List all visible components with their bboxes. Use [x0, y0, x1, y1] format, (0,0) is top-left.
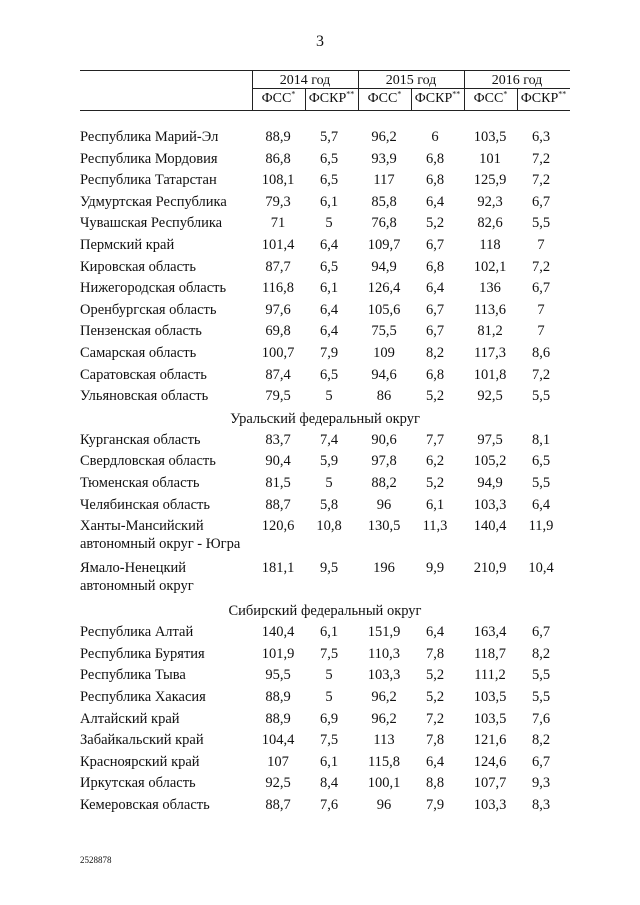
value-cell: 103,5	[473, 710, 507, 727]
value-cell: 6,4	[425, 624, 445, 641]
region-name-line: Республика Татарстан	[80, 172, 217, 189]
value-cell: 6,5	[319, 366, 339, 383]
value-cell: 117	[373, 172, 395, 189]
value-cell: 104,4	[261, 732, 295, 749]
value-cell: 7,2	[531, 258, 551, 275]
value-cell: 10,8	[316, 518, 342, 535]
sub-header-label: ФСКР	[414, 91, 453, 106]
value-cell: 6,1	[425, 496, 445, 513]
year-header: 2014 год	[279, 73, 331, 88]
value-cell: 103,3	[367, 667, 401, 684]
value-cell: 105,6	[367, 301, 401, 318]
region-name	[80, 731, 250, 749]
value-cell: 6,5	[531, 453, 551, 470]
value-cell: 107,7	[473, 775, 507, 792]
value-cell: 5,7	[319, 129, 339, 145]
value-cell: 6,4	[319, 237, 339, 253]
value-cell: 5	[325, 667, 333, 684]
value-cell: 6,4	[531, 496, 551, 513]
value-cell: 7	[537, 323, 545, 340]
region-name-line: Кемеровская область	[80, 797, 210, 813]
value-cell: 103,5	[473, 129, 507, 145]
value-cell: 5	[325, 689, 333, 705]
region-name	[80, 344, 250, 362]
value-cell: 90,4	[265, 453, 291, 470]
region-name	[80, 774, 250, 792]
region-name	[80, 796, 250, 814]
value-cell: 6,4	[425, 753, 445, 770]
value-cell: 102,1	[473, 258, 507, 275]
value-cell: 5,5	[531, 667, 551, 684]
value-cell: 7,9	[319, 345, 339, 361]
value-cell: 7,2	[531, 366, 551, 383]
value-cell: 6,1	[319, 753, 339, 770]
value-cell: 6,5	[319, 172, 339, 189]
value-cell: 7	[537, 237, 545, 253]
value-cell: 79,3	[265, 193, 291, 210]
value-cell: 5,2	[425, 475, 445, 491]
value-cell: 69,8	[265, 323, 291, 340]
value-cell: 101,8	[473, 366, 507, 383]
value-cell: 11,3	[422, 518, 448, 535]
value-cell: 88,2	[371, 475, 397, 491]
sub-header-label: ФСС	[473, 91, 504, 106]
sub-header	[252, 91, 305, 107]
value-cell: 94,6	[371, 366, 397, 383]
value-cell: 96,2	[371, 689, 397, 705]
value-cell: 117,3	[473, 345, 507, 361]
region-name-line: Нижегородская область	[80, 280, 227, 297]
value-cell: 5,5	[531, 475, 551, 491]
value-cell: 7,7	[425, 431, 445, 448]
year-header: 2015 год	[385, 73, 437, 88]
value-cell: 6,8	[425, 366, 445, 383]
value-cell: 103,3	[473, 496, 507, 513]
value-cell: 88,7	[265, 496, 291, 513]
region-name-line: Оренбургская область	[80, 301, 217, 318]
value-cell: 82,6	[477, 215, 503, 232]
value-cell: 113	[373, 732, 395, 749]
sub-header	[517, 91, 570, 107]
region-name-line: Кировская область	[80, 258, 197, 275]
region-name	[80, 258, 250, 276]
value-cell: 101	[479, 150, 501, 167]
value-cell: 83,7	[265, 431, 291, 448]
value-cell: 5,5	[531, 388, 551, 405]
value-cell: 7,5	[319, 732, 339, 749]
value-cell: 8,1	[531, 431, 551, 448]
value-cell: 90,6	[371, 431, 397, 448]
value-cell: 6,4	[425, 193, 445, 210]
section-title: Сибирский федеральный округ	[228, 603, 422, 620]
value-cell: 109,7	[367, 237, 401, 253]
value-cell: 86,8	[265, 150, 291, 167]
value-cell: 5,2	[425, 215, 445, 232]
region-name-line: Пермский край	[80, 237, 175, 253]
value-cell: 9,5	[319, 560, 339, 577]
value-cell: 6	[431, 129, 439, 145]
value-cell: 92,5	[265, 775, 291, 792]
footnote-mark: **	[346, 89, 355, 99]
value-cell: 126,4	[367, 280, 401, 297]
value-cell: 6,3	[531, 129, 551, 145]
value-cell: 120,6	[261, 518, 295, 535]
value-cell: 96	[376, 797, 392, 813]
region-name	[80, 301, 250, 319]
value-cell: 121,6	[473, 732, 507, 749]
region-name	[80, 452, 250, 470]
value-cell: 6,1	[319, 280, 339, 297]
sub-header	[305, 91, 358, 107]
value-cell: 97,8	[371, 453, 397, 470]
value-cell: 7	[537, 301, 545, 318]
value-cell: 92,5	[477, 388, 503, 405]
value-cell: 108,1	[261, 172, 295, 189]
footnote-mark: *	[291, 89, 296, 99]
region-name	[80, 474, 250, 492]
value-cell: 6,7	[425, 237, 445, 253]
value-cell: 7,9	[425, 797, 445, 813]
value-cell: 6,7	[531, 193, 551, 210]
value-cell: 118	[479, 237, 501, 253]
value-cell: 8,6	[531, 345, 551, 361]
region-name	[80, 171, 250, 189]
value-cell: 86	[376, 388, 392, 405]
region-name	[80, 559, 250, 595]
value-cell: 7,2	[531, 150, 551, 167]
sub-header-label: ФСКР	[308, 91, 347, 106]
value-cell: 107	[267, 753, 289, 770]
sub-header	[358, 91, 411, 107]
region-name-line: Забайкальский край	[80, 732, 204, 749]
region-name-line: Пензенская область	[80, 323, 202, 340]
region-name-line: Тюменская область	[80, 475, 200, 491]
region-name	[80, 623, 250, 641]
value-cell: 151,9	[367, 624, 401, 641]
value-cell: 9,9	[425, 560, 445, 577]
value-cell: 8,3	[531, 797, 551, 813]
value-cell: 88,7	[265, 797, 291, 813]
value-cell: 97,6	[265, 301, 291, 318]
value-cell: 5,2	[425, 667, 445, 684]
value-cell: 181,1	[261, 560, 295, 577]
value-cell: 103,3	[473, 797, 507, 813]
value-cell: 6,7	[531, 624, 551, 641]
region-name-line: Свердловская область	[80, 453, 216, 470]
value-cell: 196	[373, 560, 395, 577]
value-cell: 116,8	[261, 280, 295, 297]
year-header: 2016 год	[491, 73, 543, 88]
region-name-line: Саратовская область	[80, 366, 207, 383]
value-cell: 103,5	[473, 689, 507, 705]
value-cell: 140,4	[473, 518, 507, 535]
value-cell: 81,2	[477, 323, 503, 340]
value-cell: 96,2	[371, 129, 397, 145]
value-cell: 6,4	[319, 323, 339, 340]
region-name-line: Республика Алтай	[80, 624, 194, 641]
region-name-line: автономный округ	[80, 578, 194, 595]
value-cell: 7,6	[531, 710, 551, 727]
value-cell: 7,2	[425, 710, 445, 727]
value-cell: 101,9	[261, 645, 295, 662]
value-cell: 163,4	[473, 624, 507, 641]
value-cell: 97,5	[477, 431, 503, 448]
header-top-rule	[80, 70, 570, 71]
value-cell: 87,7	[265, 258, 291, 275]
value-cell: 6,9	[319, 710, 339, 727]
value-cell: 6,8	[425, 150, 445, 167]
value-cell: 6,1	[319, 193, 339, 210]
region-name-line: Чувашская Республика	[80, 215, 223, 232]
region-name-line: Ямало-Ненецкий	[80, 560, 187, 577]
value-cell: 105,2	[473, 453, 507, 470]
value-cell: 6,7	[425, 323, 445, 340]
value-cell: 5,5	[531, 215, 551, 232]
value-cell: 7,8	[425, 732, 445, 749]
value-cell: 95,5	[265, 667, 291, 684]
value-cell: 88,9	[265, 129, 291, 145]
value-cell: 81,5	[265, 475, 291, 491]
region-name-line: Республика Марий-Эл	[80, 129, 219, 145]
value-cell: 118,7	[473, 645, 507, 662]
value-cell: 8,2	[531, 732, 551, 749]
value-cell: 6,7	[425, 301, 445, 318]
value-cell: 136	[479, 280, 501, 297]
region-name-line: Республика Бурятия	[80, 645, 205, 662]
value-cell: 8,4	[319, 775, 339, 792]
value-cell: 8,2	[531, 645, 551, 662]
value-cell: 79,5	[265, 388, 291, 405]
value-cell: 6,8	[425, 172, 445, 189]
footnote-mark: **	[558, 89, 567, 99]
value-cell: 8,2	[425, 345, 445, 361]
region-name-line: Республика Мордовия	[80, 150, 218, 167]
region-name	[80, 193, 250, 211]
value-cell: 5,2	[425, 689, 445, 705]
document-id: 2528878	[80, 855, 112, 865]
sub-header-label: ФСКР	[520, 91, 559, 106]
value-cell: 101,4	[261, 237, 295, 253]
value-cell: 96,2	[371, 710, 397, 727]
value-cell: 96	[376, 496, 392, 513]
value-cell: 5,8	[319, 496, 339, 513]
value-cell: 5	[325, 388, 333, 405]
value-cell: 88,9	[265, 710, 291, 727]
value-cell: 100,1	[367, 775, 401, 792]
region-name	[80, 710, 250, 728]
sub-header	[411, 91, 464, 107]
value-cell: 8,8	[425, 775, 445, 792]
footnote-mark: *	[503, 89, 508, 99]
sub-header	[464, 91, 517, 107]
region-name	[80, 666, 250, 684]
value-cell: 110,3	[367, 645, 401, 662]
sub-header-label: ФСС	[367, 91, 398, 106]
region-name-line: Курганская область	[80, 431, 201, 448]
value-cell: 6,5	[319, 258, 339, 275]
page-number: 3	[316, 33, 324, 50]
value-cell: 7,6	[319, 797, 339, 813]
value-cell: 10,4	[528, 560, 554, 577]
value-cell: 111,2	[474, 667, 506, 684]
value-cell: 115,8	[367, 753, 401, 770]
value-cell: 125,9	[473, 172, 507, 189]
value-cell: 6,8	[425, 258, 445, 275]
value-cell: 75,5	[371, 323, 397, 340]
value-cell: 6,4	[425, 280, 445, 297]
region-name	[80, 366, 250, 384]
value-cell: 7,4	[319, 431, 339, 448]
value-cell: 100,7	[261, 345, 295, 361]
value-cell: 5	[325, 215, 333, 232]
header-bottom-rule	[80, 110, 570, 111]
value-cell: 7,2	[531, 172, 551, 189]
value-cell: 93,9	[371, 150, 397, 167]
value-cell: 76,8	[371, 215, 397, 232]
region-name	[80, 688, 250, 706]
value-cell: 85,8	[371, 193, 397, 210]
region-name	[80, 387, 250, 405]
region-name-line: Алтайский край	[80, 710, 180, 727]
section-title: Уральский федеральный округ	[230, 410, 420, 427]
value-cell: 124,6	[473, 753, 507, 770]
value-cell: 5	[325, 475, 333, 491]
footnote-mark: *	[397, 89, 402, 99]
region-name-line: Ульяновская область	[80, 388, 209, 405]
value-cell: 7,8	[425, 645, 445, 662]
value-cell: 9,3	[531, 775, 551, 792]
value-cell: 5,2	[425, 388, 445, 405]
region-name	[80, 279, 250, 297]
value-cell: 5,9	[319, 453, 339, 470]
region-name	[80, 496, 250, 514]
value-cell: 5,5	[531, 689, 551, 705]
value-cell: 88,9	[265, 689, 291, 705]
value-cell: 109	[373, 345, 395, 361]
footnote-mark: **	[452, 89, 461, 99]
value-cell: 6,4	[319, 301, 339, 318]
region-name	[80, 150, 250, 168]
region-name-line: Красноярский край	[80, 753, 200, 770]
region-name-line: Самарская область	[80, 345, 197, 361]
region-name-line: Иркутская область	[80, 775, 196, 792]
value-cell: 6,2	[425, 453, 445, 470]
value-cell: 71	[270, 215, 286, 232]
region-name-line: Ханты-Мансийский	[80, 518, 204, 535]
value-cell: 130,5	[367, 518, 401, 535]
region-name-line: Республика Хакасия	[80, 689, 206, 705]
value-cell: 94,9	[371, 258, 397, 275]
value-cell: 7,5	[319, 645, 339, 662]
region-name	[80, 214, 250, 232]
value-cell: 6,5	[319, 150, 339, 167]
value-cell: 140,4	[261, 624, 295, 641]
region-name	[80, 517, 250, 553]
region-name	[80, 431, 250, 449]
value-cell: 113,6	[473, 301, 507, 318]
region-name-line: Челябинская область	[80, 496, 210, 513]
region-name-line: автономный округ - Югра	[80, 536, 241, 553]
value-cell: 92,3	[477, 193, 503, 210]
value-cell: 94,9	[477, 475, 503, 491]
sub-header-label: ФСС	[261, 91, 292, 106]
region-name	[80, 322, 250, 340]
region-name	[80, 236, 250, 254]
region-name-line: Удмуртская Республика	[80, 193, 227, 210]
value-cell: 6,1	[319, 624, 339, 641]
value-cell: 6,7	[531, 753, 551, 770]
value-cell: 6,7	[531, 280, 551, 297]
region-name	[80, 128, 250, 146]
value-cell: 11,9	[528, 518, 554, 535]
value-cell: 87,4	[265, 366, 291, 383]
region-name	[80, 753, 250, 771]
value-cell: 210,9	[473, 560, 507, 577]
region-name-line: Республика Тыва	[80, 667, 186, 684]
region-name	[80, 645, 250, 663]
